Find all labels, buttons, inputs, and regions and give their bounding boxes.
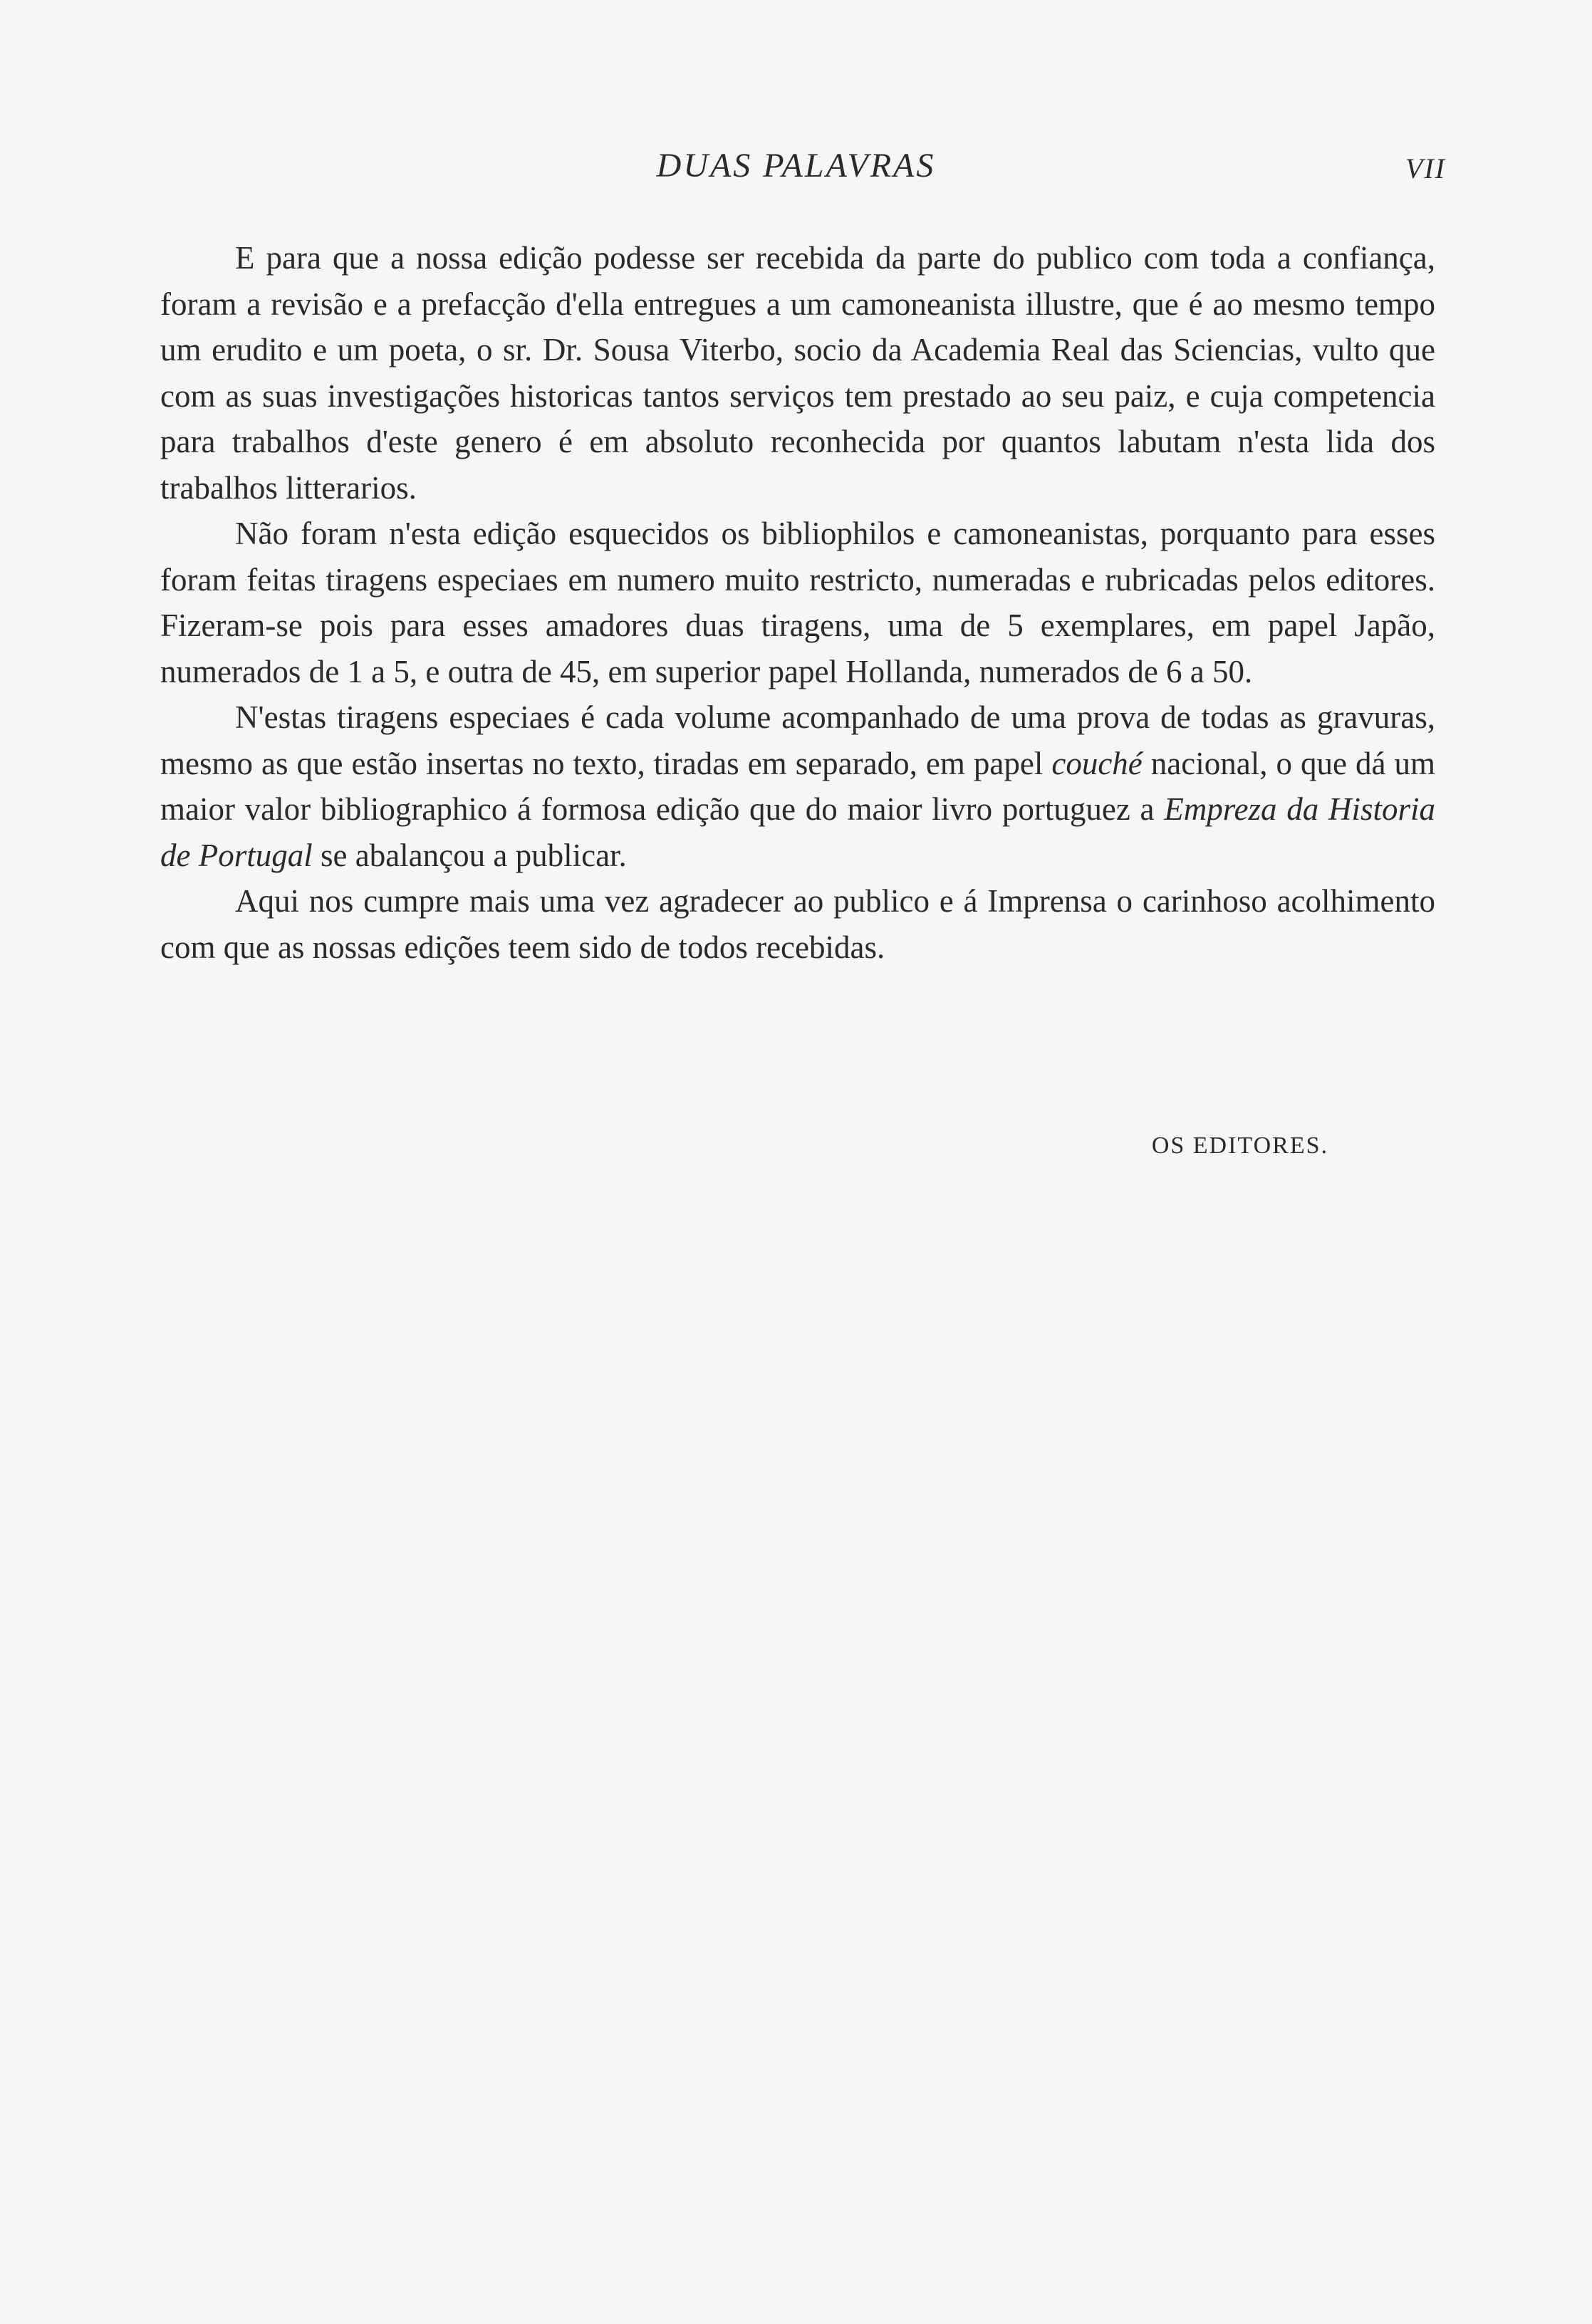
running-head-title: DUAS PALAVRAS bbox=[656, 147, 936, 184]
page-number: VII bbox=[1405, 152, 1446, 184]
running-head bbox=[0, 146, 1592, 196]
paragraph-3-italic-couche: couché bbox=[1051, 745, 1143, 781]
paragraph-1: E para que a nossa edição podesse ser recebida da parte do publico com toda a confiança, foram a revisão e a prefacção d'ella entregues a um camoneanista illustre, que é ao mesmo tempo um erudito e um poeta, o sr. Dr. Sousa Viterbo, socio da Academia Real das Sciencias, vulto que com as suas investigações historicas tantos serviços tem prestado ao seu paiz, e cuja competencia para trabalhos d'este genero é em absoluto reconhecida por quantos labutam n'esta lida dos trabalhos litterarios. bbox=[160, 240, 1435, 506]
paragraph-3-part-3: se abalançou a publicar. bbox=[312, 837, 627, 873]
paragraph-3 bbox=[160, 694, 1435, 878]
paragraph-2: Não foram n'esta edição esquecidos os bibliophilos e camoneanistas, porquanto para esses foram feitas tiragens especiaes em numero muito restricto, numeradas e rubricadas pelos editores. Fizeram-se pois para esses amadores duas tiragens, uma de 5 exemplares, em papel Japão, numerados de 1 a 5, e outra de 45, em superior papel Hollanda, numerados de 6 a 50. bbox=[160, 516, 1435, 689]
body-text bbox=[160, 235, 1435, 970]
paragraph-3-part-1: N'estas tiragens especiaes é cada volume acompanhado de uma prova de todas as gravuras, mesmo as que estão insertas no texto, tiradas em separado, em papel bbox=[160, 699, 1435, 781]
paragraph-4: Aqui nos cumpre mais uma vez agradecer ao publico e á Imprensa o carinhoso acolhimento com que as nossas edições teem sido de todos recebidas. bbox=[160, 883, 1435, 965]
paragraph-3-italic-empreza: Empreza da Historia de Portugal bbox=[160, 791, 1436, 873]
paragraph-3-part-2: nacional, o que dá um maior valor bibliographico á formosa edição que do maior livro portuguez a bbox=[160, 745, 1436, 827]
signature: OS EDITORES. bbox=[1151, 1132, 1328, 1159]
